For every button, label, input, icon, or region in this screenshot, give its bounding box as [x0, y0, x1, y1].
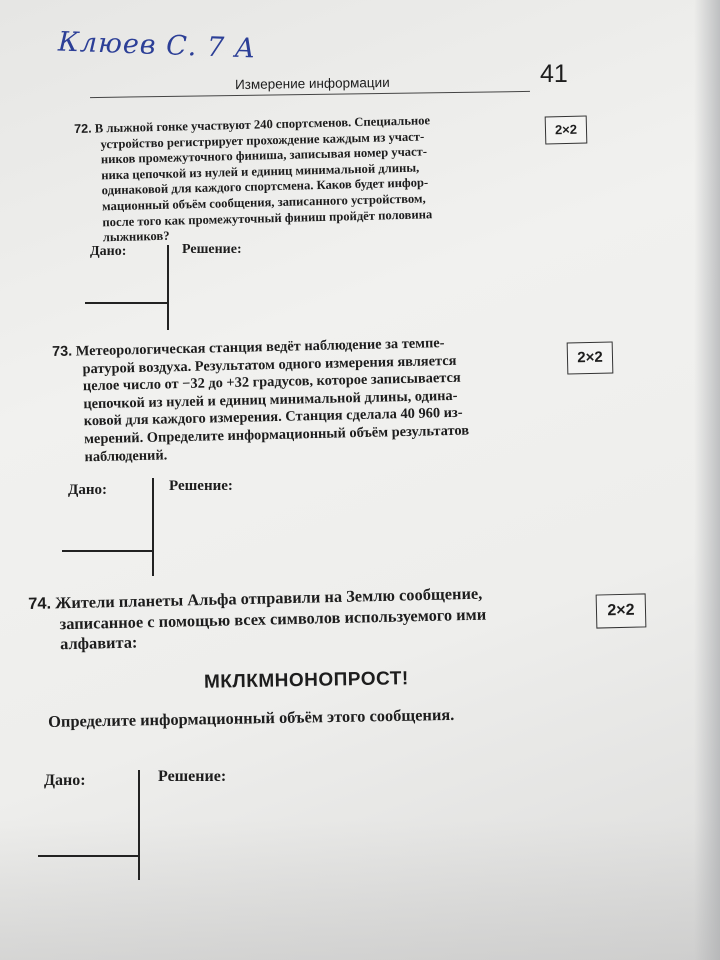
task-text-line: алфавита: [59, 632, 138, 654]
given-divider-vertical [152, 478, 154, 576]
pair-work-icon: 2×2 [545, 115, 588, 144]
given-divider-horizontal [62, 550, 152, 552]
given-divider-horizontal [38, 855, 138, 857]
handwritten-student-name: Клюев С. 7 А [57, 26, 257, 65]
given-label: Дано: [68, 482, 107, 498]
solution-label: Решение: [169, 478, 233, 494]
task-74 [28, 584, 487, 656]
task-74-question: Определите информационный объём этого сообщения. [48, 704, 455, 731]
task-text-line: ратурой воздуха. Результатом одного измерения является [82, 352, 457, 377]
task-text-line: устройство регистрирует прохождение каждым из участ- [100, 129, 425, 151]
task-73 [52, 335, 470, 468]
task-text-line: мационный объём сообщения, записанного устройством, [101, 191, 426, 214]
page-bottom-shadow [0, 820, 720, 960]
task-text-line: мерений. Определите информационный объём результатов [83, 422, 470, 448]
task-number: 73. [52, 343, 73, 360]
task-text-line: В лыжной гонке участвуют 240 спортсменов. Специальное [94, 113, 431, 136]
given-divider-vertical [138, 770, 140, 880]
header-divider [90, 91, 530, 98]
task-text-line: цепочкой из нулей и единиц минимальной длины, одина- [83, 387, 458, 413]
task-text-line: целое число от −32 до +32 градусов, которое записывается [82, 369, 461, 395]
given-divider-vertical [167, 245, 169, 330]
task-72 [74, 113, 433, 246]
pair-work-icon: 2×2 [596, 593, 647, 628]
section-title: Измерение информации [234, 74, 390, 93]
solution-label: Решение: [182, 242, 242, 257]
task-text-line: одинаковой для каждого спортсмена. Каков будет инфор- [101, 175, 429, 198]
task-text-line: ников промежуточного финиша, записывая номер участ- [100, 144, 428, 167]
task-number: 74. [28, 594, 52, 613]
task-text-line: ковой для каждого измерения. Станция сделала 40 960 из- [83, 405, 463, 430]
pair-work-icon: 2×2 [567, 341, 614, 374]
task-text-line: после того как промежуточный финиш пройдёт половина [102, 206, 433, 229]
given-divider-horizontal [85, 302, 167, 304]
task-text-line: Жители планеты Альфа отправили на Землю сообщение, [54, 583, 483, 613]
alien-message: МКЛКМНОНОПРОСТ! [203, 668, 409, 693]
task-number: 72. [74, 121, 92, 136]
task-text-line: Метеорологическая станция ведёт наблюдение за темпе- [75, 335, 445, 360]
given-label: Дано: [90, 244, 127, 259]
page-edge-shadow [694, 0, 720, 960]
task-text-line: лыжников? [102, 228, 170, 245]
given-label: Дано: [44, 772, 86, 789]
page-number: 41 [540, 60, 568, 88]
task-text-line: наблюдений. [84, 446, 168, 465]
task-text-line: ника цепочкой из нулей и единиц минимальной длины, [101, 160, 420, 183]
task-text-line: записанное с помощью всех символов используемого ими [59, 604, 487, 633]
solution-label: Решение: [158, 768, 227, 785]
